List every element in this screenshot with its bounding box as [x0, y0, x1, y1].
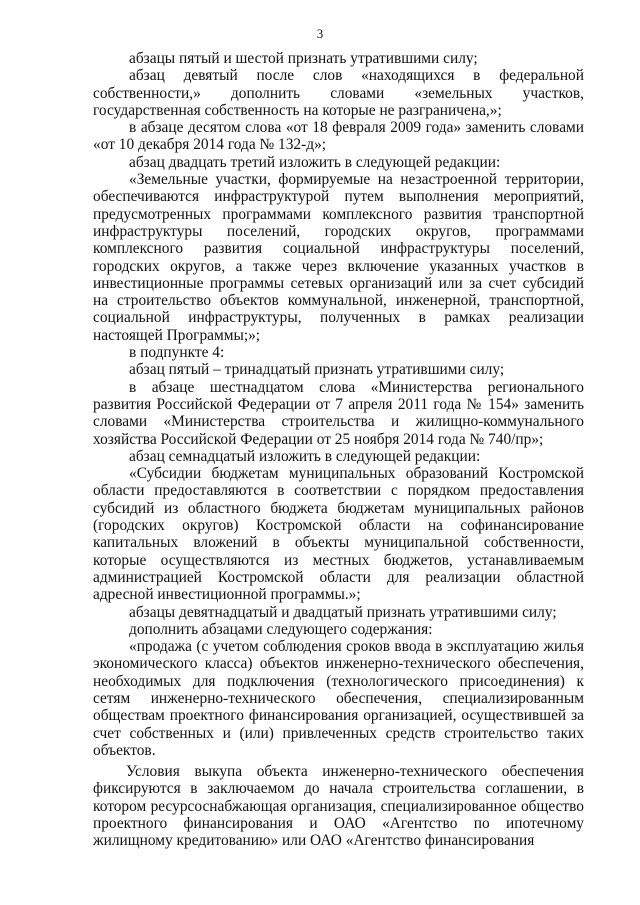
paragraph-8: в абзаце шестнадцатом слова «Министерства регионального развития Российской Федерации от 7 апреля 2011 года № 154» заменить словами «Министерства строительства и жилищно-коммунального хозяйства Российской Федерации от 25 ноября 2014 года № 740/пр»; [93, 378, 584, 448]
paragraph-12: дополнить абзацами следующего содержания: [129, 620, 433, 638]
paragraph-6: в подпункте 4: [129, 344, 225, 362]
paragraph-11: абзацы девятнадцатый и двадцатый признать утратившими силу; [129, 603, 557, 621]
paragraph-9: абзац семнадцатый изложить в следующей редакции: [129, 447, 481, 465]
paragraph-4: абзац двадцать третий изложить в следующей редакции: [129, 153, 501, 171]
paragraph-13: «продажа (с учетом соблюдения сроков ввода в эксплуатацию жилья экономического класса) объектов инженерно-технического обеспечения, необходимых для подключения (технологического присоединения) к сетям инженерно-технического обеспечения, специализированным обществам проектного финансирования организацией, осуществившей за счет собственных и (или) привлеченных средств строительство таких объектов. [93, 638, 584, 759]
paragraph-5: «Земельные участки, формируемые на незастроенной территории, обеспечиваются инфраструктурой путем выполнения мероприятий, предусмотренных программами комплексного развития транспортной инфраструктуры поселений, городских округов, программами комплексного развития социальной инфраструктуры поселений, городских округов, а также через включение указанных участков в инвестиционные программы сетевых организаций или за счет субсидий на строительство объектов коммунальной, инженерной, транспортной, социальной инфраструктуры, полученных в рамках реализации настоящей Программы;»; [93, 171, 584, 344]
paragraph-7: абзац пятый – тринадцатый признать утратившими силу; [129, 361, 505, 379]
paragraph-14: Условия выкупа объекта инженерно-технического обеспечения фиксируются в заключаемом до начала строительства соглашении, в котором ресурсоснабжающая организация, специализированное общество проектного финансирования и ОАО «Агентство по ипотечному жилищному кредитованию» или ОАО «Агентство финансирования [93, 763, 584, 850]
paragraph-2: абзац девятый после слов «находящихся в федеральной собственности,» дополнить словами «земельных участков, государственная собственность на которые не разграничена,»; [93, 67, 584, 119]
document-body [93, 50, 584, 850]
paragraph-1: абзацы пятый и шестой признать утратившими силу; [129, 50, 478, 67]
page-number: 3 [316, 26, 324, 41]
paragraph-3: в абзаце десятом слова «от 18 февраля 2009 года» заменить словами «от 10 декабря 2014 года № 132-д»; [93, 119, 584, 154]
paragraph-10: «Субсидии бюджетам муниципальных образований Костромской области предоставляются в соответствии с порядком предоставления субсидий из областного бюджета бюджетам муниципальных районов (городских округов) Костромской области на софинансирование капитальных вложений в объекты муниципальной собственности, которые осуществляются из местных бюджетов, устанавливаемым администрацией Костромской области для реализации областной адресной инвестиционной программы.»; [93, 465, 584, 604]
